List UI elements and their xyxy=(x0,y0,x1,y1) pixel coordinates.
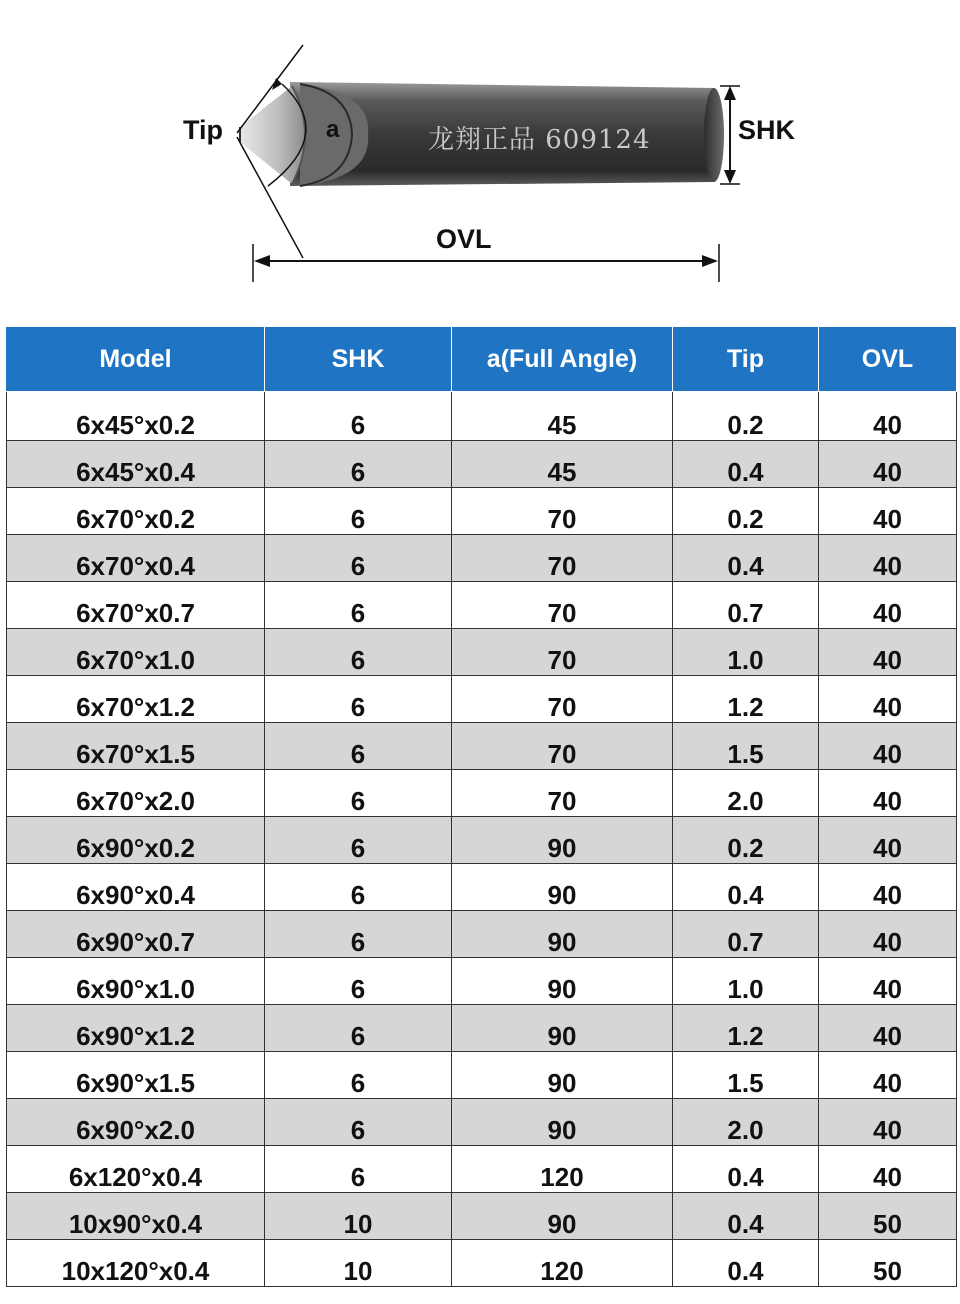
shank-end xyxy=(704,88,724,182)
cell-length: 40 xyxy=(819,911,957,958)
cell-angle: 70 xyxy=(452,723,673,770)
table-row xyxy=(7,1005,957,1052)
cell-angle: 45 xyxy=(452,441,673,488)
cell-model: 6x90°x0.7 xyxy=(7,911,265,958)
cell-tip: 0.7 xyxy=(673,911,819,958)
cell-angle: 90 xyxy=(452,864,673,911)
cell-angle: 70 xyxy=(452,488,673,535)
col-header-tip: Tip xyxy=(673,327,819,392)
cell-angle: 45 xyxy=(452,392,673,441)
cell-angle: 90 xyxy=(452,958,673,1005)
cell-model: 6x70°x0.4 xyxy=(7,535,265,582)
cell-tip: 1.0 xyxy=(673,958,819,1005)
engraving-text: 龙翔正品 609124 xyxy=(428,125,651,155)
cell-length: 50 xyxy=(819,1240,957,1287)
cell-length: 40 xyxy=(819,535,957,582)
cell-angle: 90 xyxy=(452,911,673,958)
spec-table xyxy=(6,326,957,1287)
cell-model: 6x120°x0.4 xyxy=(7,1146,265,1193)
cell-shank: 6 xyxy=(265,676,452,723)
cell-angle: 90 xyxy=(452,817,673,864)
cell-model: 6x90°x2.0 xyxy=(7,1099,265,1146)
cell-length: 40 xyxy=(819,1146,957,1193)
cell-shank: 10 xyxy=(265,1240,452,1287)
cell-angle: 70 xyxy=(452,535,673,582)
table-body xyxy=(7,392,957,1287)
tip-label: Tip xyxy=(183,115,223,145)
cell-tip: 0.7 xyxy=(673,582,819,629)
cell-length: 40 xyxy=(819,582,957,629)
cell-shank: 6 xyxy=(265,1005,452,1052)
cell-shank: 6 xyxy=(265,864,452,911)
col-header-angle: a(Full Angle) xyxy=(452,327,673,392)
cell-shank: 6 xyxy=(265,488,452,535)
cell-angle: 70 xyxy=(452,676,673,723)
table-row xyxy=(7,392,957,441)
cell-shank: 6 xyxy=(265,441,452,488)
cell-model: 6x70°x0.2 xyxy=(7,488,265,535)
table-row xyxy=(7,817,957,864)
cell-shank: 6 xyxy=(265,911,452,958)
cell-model: 6x45°x0.2 xyxy=(7,392,265,441)
cell-angle: 90 xyxy=(452,1052,673,1099)
cell-length: 40 xyxy=(819,958,957,1005)
cell-shank: 6 xyxy=(265,817,452,864)
cell-model: 6x70°x2.0 xyxy=(7,770,265,817)
cell-length: 40 xyxy=(819,723,957,770)
cell-tip: 0.4 xyxy=(673,864,819,911)
header-row xyxy=(7,327,957,392)
cell-shank: 6 xyxy=(265,1052,452,1099)
cell-model: 6x45°x0.4 xyxy=(7,441,265,488)
table-row xyxy=(7,441,957,488)
cell-angle: 90 xyxy=(452,1005,673,1052)
table-row xyxy=(7,488,957,535)
cell-model: 6x70°x1.5 xyxy=(7,723,265,770)
cell-model: 10x120°x0.4 xyxy=(7,1240,265,1287)
cell-length: 40 xyxy=(819,392,957,441)
tool-diagram xyxy=(0,0,960,320)
table-row xyxy=(7,864,957,911)
table-row xyxy=(7,676,957,723)
cell-shank: 6 xyxy=(265,392,452,441)
cell-length: 40 xyxy=(819,1052,957,1099)
cell-shank: 6 xyxy=(265,770,452,817)
cell-angle: 70 xyxy=(452,770,673,817)
cell-length: 40 xyxy=(819,441,957,488)
table-row xyxy=(7,629,957,676)
cell-tip: 0.4 xyxy=(673,1193,819,1240)
cell-shank: 6 xyxy=(265,582,452,629)
cell-tip: 2.0 xyxy=(673,1099,819,1146)
cell-shank: 6 xyxy=(265,723,452,770)
cell-model: 6x70°x1.2 xyxy=(7,676,265,723)
cell-length: 40 xyxy=(819,817,957,864)
table-row xyxy=(7,770,957,817)
table-row xyxy=(7,723,957,770)
cell-model: 6x70°x0.7 xyxy=(7,582,265,629)
cell-tip: 2.0 xyxy=(673,770,819,817)
cone-tip xyxy=(240,86,305,184)
cell-length: 40 xyxy=(819,629,957,676)
table-row xyxy=(7,535,957,582)
cell-length: 40 xyxy=(819,1005,957,1052)
cell-tip: 0.4 xyxy=(673,441,819,488)
col-header-model: Model xyxy=(7,327,265,392)
table-row xyxy=(7,1240,957,1287)
cell-tip: 1.5 xyxy=(673,1052,819,1099)
cell-tip: 1.5 xyxy=(673,723,819,770)
cell-length: 40 xyxy=(819,676,957,723)
cell-angle: 90 xyxy=(452,1099,673,1146)
cell-model: 6x90°x0.2 xyxy=(7,817,265,864)
cell-angle: 70 xyxy=(452,582,673,629)
cell-tip: 1.0 xyxy=(673,629,819,676)
cell-tip: 0.2 xyxy=(673,488,819,535)
cell-tip: 0.4 xyxy=(673,1146,819,1193)
cell-length: 40 xyxy=(819,1099,957,1146)
cell-model: 6x90°x1.5 xyxy=(7,1052,265,1099)
table-row xyxy=(7,958,957,1005)
cell-angle: 90 xyxy=(452,1193,673,1240)
cell-shank: 6 xyxy=(265,1146,452,1193)
cell-length: 40 xyxy=(819,770,957,817)
cell-shank: 6 xyxy=(265,1099,452,1146)
cell-length: 50 xyxy=(819,1193,957,1240)
cell-model: 10x90°x0.4 xyxy=(7,1193,265,1240)
table-row xyxy=(7,1146,957,1193)
table-row xyxy=(7,582,957,629)
cell-length: 40 xyxy=(819,864,957,911)
cell-model: 6x70°x1.0 xyxy=(7,629,265,676)
table-row xyxy=(7,1052,957,1099)
cell-shank: 6 xyxy=(265,535,452,582)
cell-length: 40 xyxy=(819,488,957,535)
cell-tip: 0.4 xyxy=(673,535,819,582)
cell-shank: 10 xyxy=(265,1193,452,1240)
cell-angle: 120 xyxy=(452,1146,673,1193)
table-row xyxy=(7,911,957,958)
cutter-drawing xyxy=(0,0,960,320)
cell-tip: 1.2 xyxy=(673,1005,819,1052)
length-label: OVL xyxy=(436,224,492,254)
table-row xyxy=(7,1193,957,1240)
cell-tip: 0.4 xyxy=(673,1240,819,1287)
col-header-shank: SHK xyxy=(265,327,452,392)
cell-angle: 120 xyxy=(452,1240,673,1287)
angle-label: a xyxy=(326,116,340,143)
cell-tip: 1.2 xyxy=(673,676,819,723)
col-header-length: OVL xyxy=(819,327,957,392)
cell-model: 6x90°x0.4 xyxy=(7,864,265,911)
cell-model: 6x90°x1.2 xyxy=(7,1005,265,1052)
cell-angle: 70 xyxy=(452,629,673,676)
cell-tip: 0.2 xyxy=(673,392,819,441)
cell-shank: 6 xyxy=(265,629,452,676)
cell-model: 6x90°x1.0 xyxy=(7,958,265,1005)
shank-label: SHK xyxy=(738,115,796,145)
cell-tip: 0.2 xyxy=(673,817,819,864)
cell-shank: 6 xyxy=(265,958,452,1005)
table-row xyxy=(7,1099,957,1146)
